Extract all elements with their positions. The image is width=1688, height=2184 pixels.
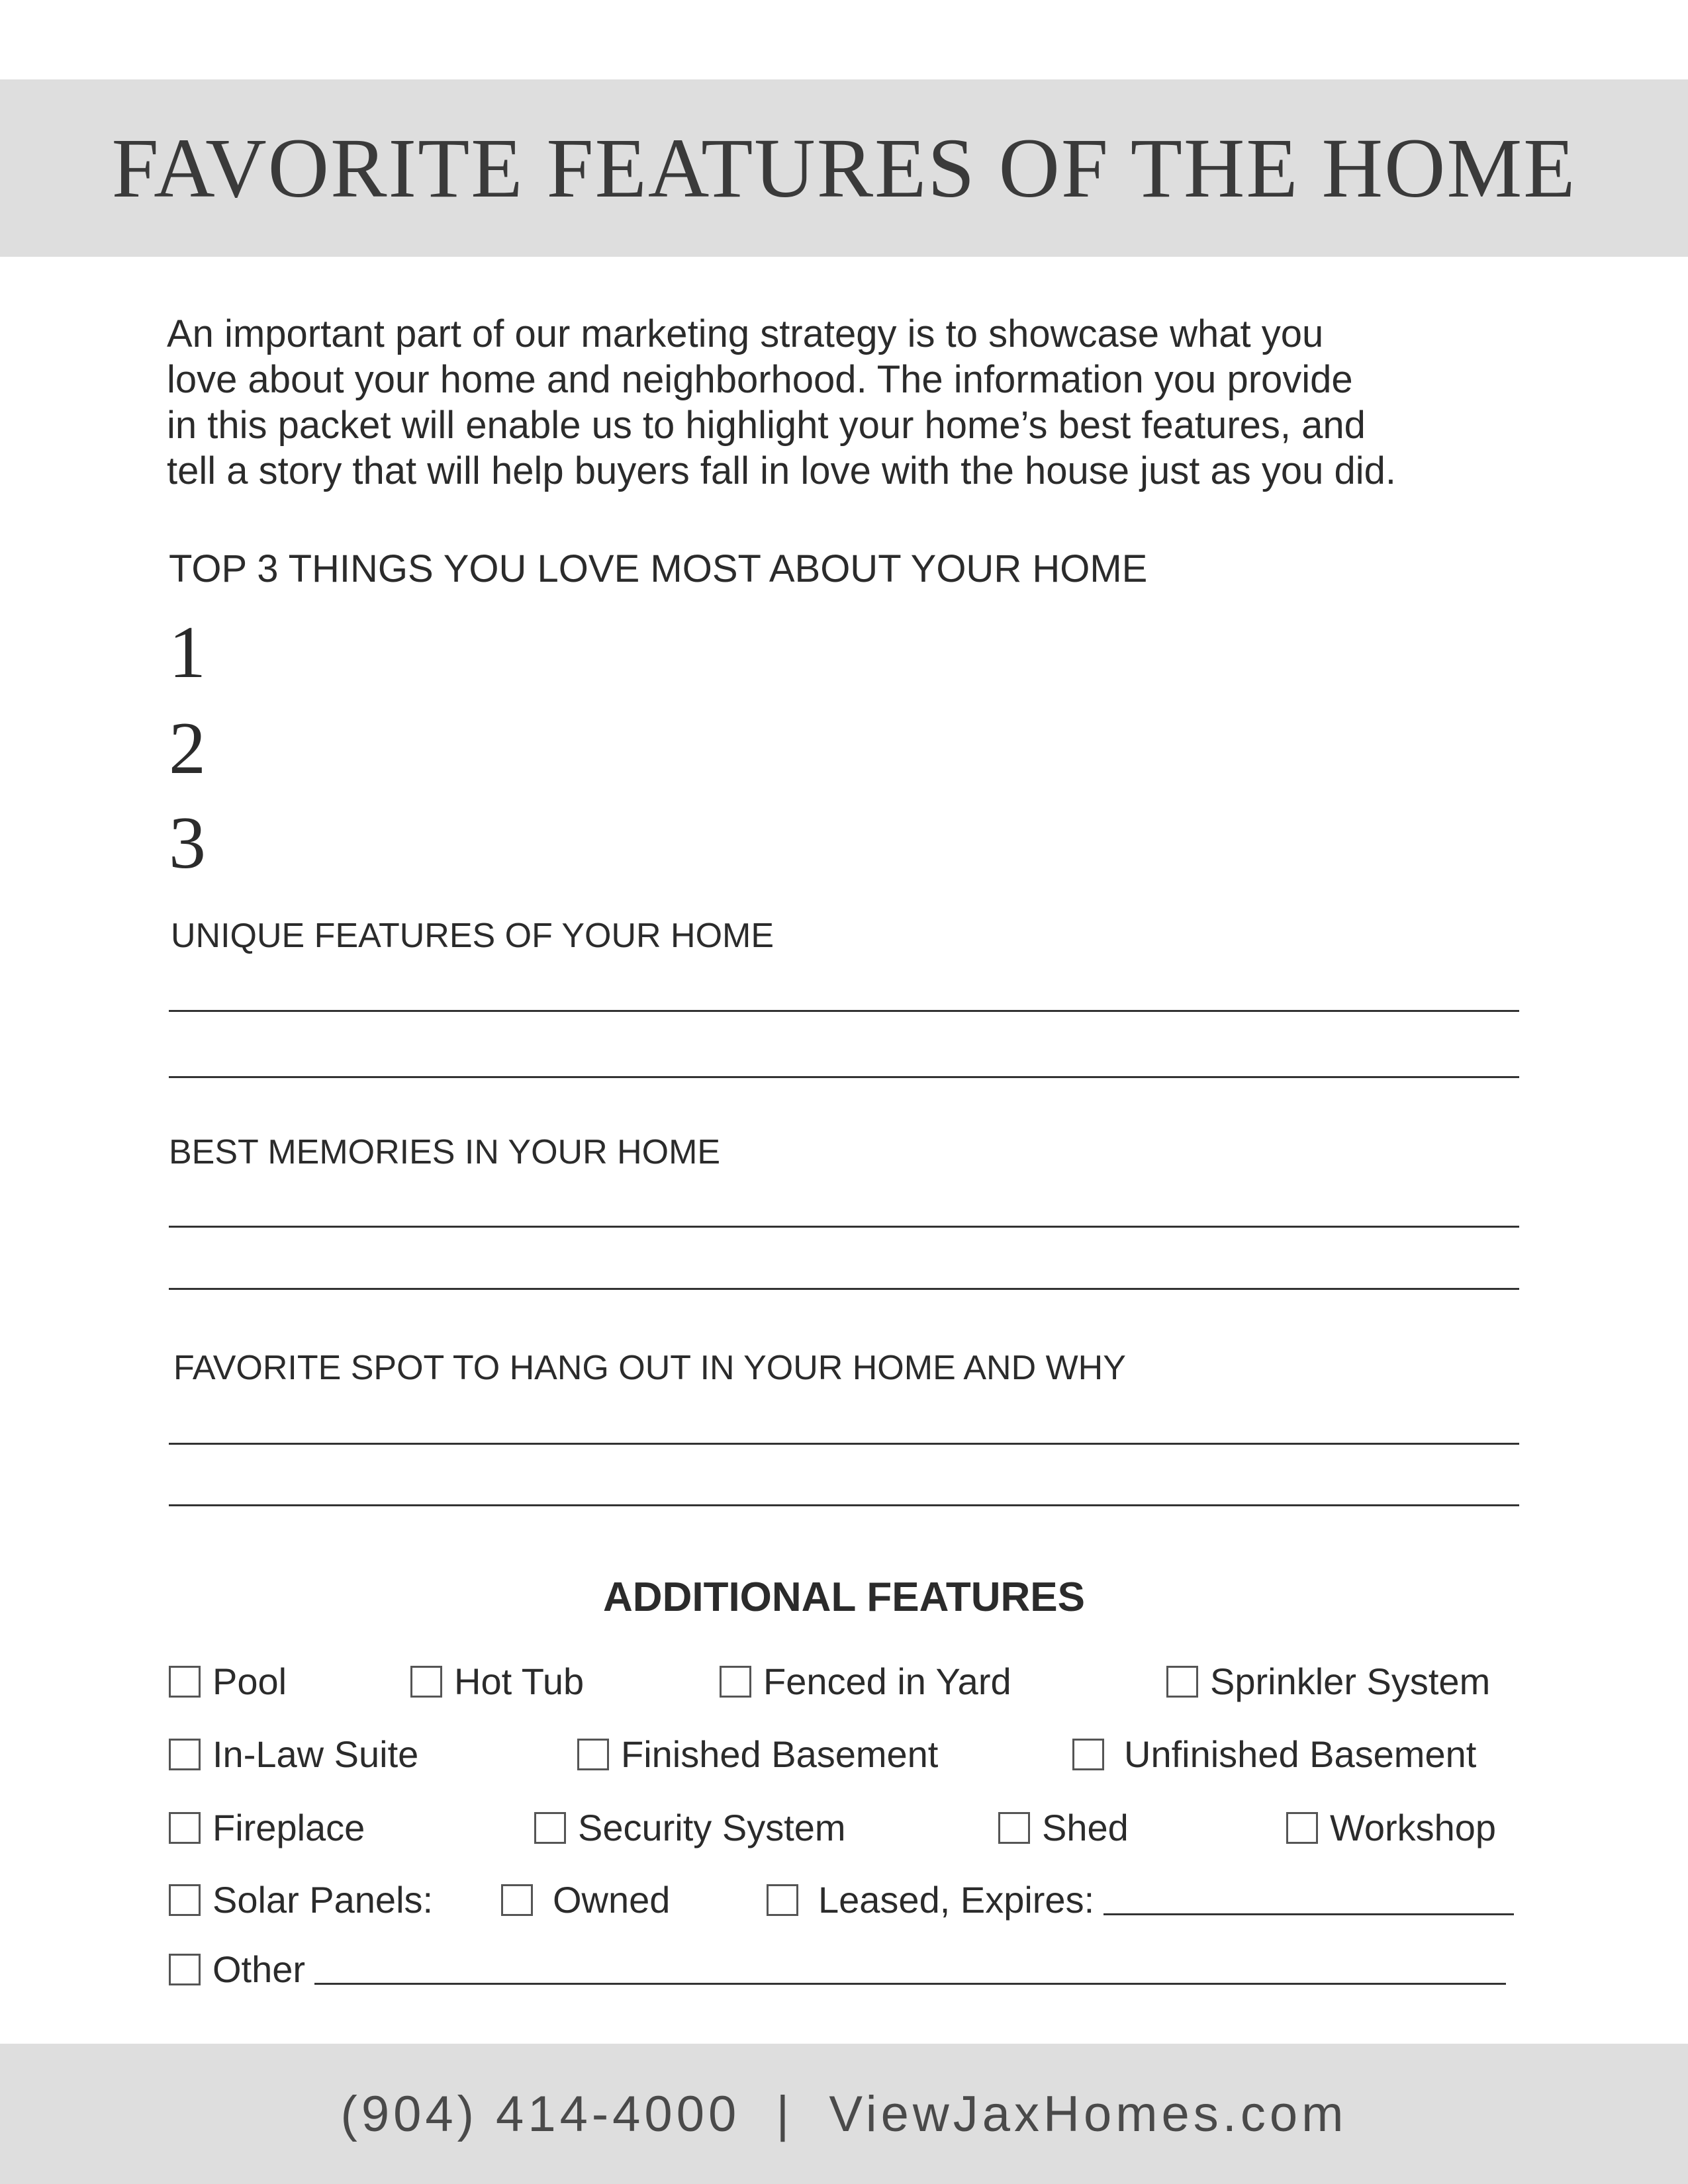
additional-features-heading: ADDITIONAL FEATURES bbox=[603, 1574, 1085, 1620]
favorite-spot-line-2[interactable] bbox=[169, 1504, 1519, 1506]
favorite-spot-line-1[interactable] bbox=[169, 1443, 1519, 1445]
checkbox-square[interactable] bbox=[767, 1884, 798, 1916]
option-label: Sprinkler System bbox=[1210, 1661, 1491, 1702]
best-memories-heading: BEST MEMORIES IN YOUR HOME bbox=[169, 1133, 721, 1171]
checkbox-square[interactable] bbox=[501, 1884, 533, 1916]
intro-line: An important part of our marketing strategy is to showcase what you bbox=[167, 312, 1324, 355]
checkbox-sprinkler-system[interactable] bbox=[1166, 1660, 1490, 1703]
lease-expires-line[interactable] bbox=[1103, 1913, 1514, 1915]
intro-line: in this packet will enable us to highlight your home’s best features, and bbox=[167, 404, 1366, 447]
checkbox-shed[interactable] bbox=[998, 1806, 1129, 1849]
checkbox-pool[interactable] bbox=[169, 1660, 287, 1703]
checkbox-square[interactable] bbox=[998, 1812, 1030, 1844]
checkbox-security-system[interactable] bbox=[534, 1806, 846, 1849]
checkbox-square[interactable] bbox=[534, 1812, 566, 1844]
page-title: FAVORITE FEATURES OF THE HOME bbox=[111, 120, 1577, 215]
option-label: Hot Tub bbox=[454, 1661, 585, 1702]
unique-features-line-2[interactable] bbox=[169, 1076, 1519, 1078]
checkbox-in-law-suite[interactable] bbox=[169, 1733, 418, 1776]
intro-paragraph bbox=[167, 311, 1597, 494]
checkbox-square[interactable] bbox=[1166, 1666, 1198, 1698]
top3-heading: TOP 3 THINGS YOU LOVE MOST ABOUT YOUR HOME bbox=[169, 547, 1148, 590]
item-number-1: 1 bbox=[169, 612, 206, 694]
option-label: In-Law Suite bbox=[212, 1733, 419, 1775]
checkbox-fireplace[interactable] bbox=[169, 1806, 365, 1849]
footer-band bbox=[0, 2044, 1688, 2184]
option-label: Leased, Expires: bbox=[818, 1879, 1095, 1921]
option-label: Owned bbox=[553, 1879, 671, 1921]
footer-contact: (904) 414-4000 | ViewJaxHomes.com bbox=[340, 2085, 1348, 2142]
checkbox-finished-basement[interactable] bbox=[577, 1733, 938, 1776]
unique-features-heading: UNIQUE FEATURES OF YOUR HOME bbox=[171, 917, 774, 955]
checkbox-square[interactable] bbox=[1072, 1739, 1104, 1770]
option-label: Workshop bbox=[1330, 1807, 1497, 1848]
checkbox-workshop[interactable] bbox=[1286, 1806, 1496, 1849]
option-label: Solar Panels: bbox=[212, 1879, 434, 1921]
option-label: Fenced in Yard bbox=[763, 1661, 1011, 1702]
item-number-2: 2 bbox=[169, 707, 206, 790]
checkbox-square[interactable] bbox=[169, 1812, 201, 1844]
checkbox-square[interactable] bbox=[169, 1884, 201, 1916]
checkbox-solar-panels[interactable] bbox=[169, 1878, 433, 1921]
unique-features-line-1[interactable] bbox=[169, 1010, 1519, 1012]
other-fill-line[interactable] bbox=[314, 1983, 1506, 1985]
checkbox-square[interactable] bbox=[410, 1666, 442, 1698]
checkbox-square[interactable] bbox=[169, 1954, 201, 1985]
option-label: Pool bbox=[212, 1661, 287, 1702]
checkbox-hot-tub[interactable] bbox=[410, 1660, 584, 1703]
checkbox-square[interactable] bbox=[1286, 1812, 1318, 1844]
intro-line: love about your home and neighborhood. The information you provide bbox=[167, 358, 1353, 401]
item-number-3: 3 bbox=[169, 802, 206, 884]
checkbox-unfinished-basement[interactable] bbox=[1072, 1733, 1476, 1776]
option-label: Other bbox=[212, 1948, 306, 1990]
checkbox-square[interactable] bbox=[169, 1739, 201, 1770]
checkbox-square[interactable] bbox=[577, 1739, 609, 1770]
best-memories-line-2[interactable] bbox=[169, 1288, 1519, 1290]
option-label: Unfinished Basement bbox=[1124, 1733, 1477, 1775]
favorite-spot-heading: FAVORITE SPOT TO HANG OUT IN YOUR HOME AND WHY bbox=[173, 1349, 1126, 1387]
header-band bbox=[0, 79, 1688, 257]
checkbox-square[interactable] bbox=[169, 1666, 201, 1698]
best-memories-line-1[interactable] bbox=[169, 1226, 1519, 1228]
option-label: Shed bbox=[1042, 1807, 1129, 1848]
checkbox-owned[interactable] bbox=[501, 1878, 670, 1921]
checkbox-fenced-in-yard[interactable] bbox=[720, 1660, 1011, 1703]
intro-line: tell a story that will help buyers fall in love with the house just as you did. bbox=[167, 449, 1396, 492]
option-label: Fireplace bbox=[212, 1807, 365, 1848]
option-label: Security System bbox=[578, 1807, 846, 1848]
checkbox-leased[interactable] bbox=[767, 1878, 1514, 1921]
option-label: Finished Basement bbox=[621, 1733, 939, 1775]
checkbox-other[interactable] bbox=[169, 1948, 1506, 1991]
checkbox-square[interactable] bbox=[720, 1666, 751, 1698]
